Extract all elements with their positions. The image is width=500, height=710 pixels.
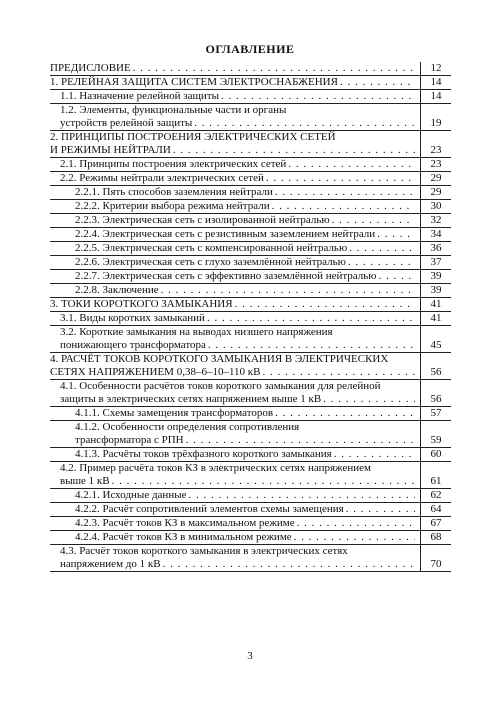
toc-entry-title: 4.2.1. Исходные данные xyxy=(75,489,187,501)
toc-entry[interactable] xyxy=(50,104,451,131)
toc-entry-page: 67 xyxy=(420,517,451,530)
toc-entry-page: 14 xyxy=(420,76,451,89)
leader-dots xyxy=(379,270,415,283)
toc-entry-title: И РЕЖИМЫ НЕЙТРАЛИ xyxy=(50,144,171,156)
toc-entry-page: 37 xyxy=(420,256,451,269)
leader-dots xyxy=(221,90,415,103)
toc-entry-title: 4.1.3. Расчёты токов трёхфазного короткого замыкания xyxy=(75,448,332,460)
toc-entry[interactable] xyxy=(50,353,451,380)
toc-entry-title: 4.2.2. Расчёт сопротивлений элементов схемы замещения xyxy=(75,503,344,515)
toc-entry[interactable] xyxy=(50,200,451,214)
toc-entry-page: 36 xyxy=(420,242,451,255)
toc-entry[interactable] xyxy=(50,131,451,158)
toc-entry[interactable] xyxy=(50,421,451,448)
toc-entry[interactable] xyxy=(50,158,451,172)
leader-dots xyxy=(173,144,415,157)
leader-dots xyxy=(334,448,415,461)
leader-dots xyxy=(163,558,415,571)
toc-entry-page: 23 xyxy=(420,158,451,171)
toc-entry-title: устройств релейной защиты xyxy=(60,117,193,129)
toc-entry[interactable] xyxy=(50,186,451,200)
toc-entry-page: 61 xyxy=(420,462,451,488)
leader-dots xyxy=(208,339,415,352)
toc-entry-title: 4.1.1. Схемы замещения трансформаторов xyxy=(75,407,274,419)
toc-entry-title: 4.1. Особенности расчётов токов короткого замыкания для релейной xyxy=(60,380,381,392)
leader-dots xyxy=(349,242,415,255)
toc-entry-page: 60 xyxy=(420,448,451,461)
toc-entry-title: 2. ПРИНЦИПЫ ПОСТРОЕНИЯ ЭЛЕКТРИЧЕСКИХ СЕТЕЙ xyxy=(50,131,336,143)
toc-entry-title: 1. РЕЛЕЙНАЯ ЗАЩИТА СИСТЕМ ЭЛЕКТРОСНАБЖЕНИЯ xyxy=(50,76,338,88)
toc-entry[interactable] xyxy=(50,312,451,326)
toc-entry-title: 3.1. Виды коротких замыканий xyxy=(60,312,205,324)
leader-dots xyxy=(275,186,415,199)
toc-entry-page: 41 xyxy=(420,312,451,325)
toc-entry-title: 2.2.5. Электрическая сеть с компенсированной нейтралью xyxy=(75,242,348,254)
toc-entry-title: 2.2.8. Заключение xyxy=(75,284,159,296)
toc-entry-page: 45 xyxy=(420,326,451,352)
leader-dots xyxy=(297,517,415,530)
leader-dots xyxy=(133,62,415,75)
toc-entry-title: напряжением до 1 кВ xyxy=(60,558,161,570)
toc-entry[interactable] xyxy=(50,172,451,186)
toc-entry-title: 4.1.2. Особенности определения сопротивления xyxy=(75,421,300,433)
leader-dots xyxy=(332,214,415,227)
toc-entry-page: 30 xyxy=(420,200,451,213)
toc-entry-title: 4.2. Пример расчёта токов КЗ в электрических сетях напряжением xyxy=(60,462,372,474)
toc-entry-page: 56 xyxy=(420,380,451,406)
toc-entry-page: 68 xyxy=(420,531,451,544)
toc-entry-title: 2.2.3. Электрическая сеть с изолированной нейтралью xyxy=(75,214,330,226)
toc-entry-title: защиты в электрических сетях напряжением выше 1 кВ xyxy=(60,393,322,405)
toc-entry-title: 2.2.2. Критерии выбора режима нейтрали xyxy=(75,200,270,212)
toc-entry[interactable] xyxy=(50,503,451,517)
leader-dots xyxy=(340,76,415,89)
leader-dots xyxy=(346,503,415,516)
toc-entry[interactable] xyxy=(50,242,451,256)
toc-entry[interactable] xyxy=(50,448,451,462)
toc-entry-title: 4. РАСЧЁТ ТОКОВ КОРОТКОГО ЗАМЫКАНИЯ В ЭЛЕКТРИЧЕСКИХ xyxy=(50,353,389,365)
leader-dots xyxy=(323,393,415,406)
leader-dots xyxy=(272,200,415,213)
toc-entry-title: 1.1. Назначение релейной защиты xyxy=(60,90,220,102)
toc-entry-page: 19 xyxy=(420,104,451,130)
toc-entry-title: трансформатора с РПН xyxy=(75,434,184,446)
toc-entry-title: 2.2.1. Пять способов заземления нейтрали xyxy=(75,186,273,198)
toc-entry-title: 1.2. Элементы, функциональные части и органы xyxy=(60,104,287,116)
toc-entry-page: 57 xyxy=(420,407,451,420)
toc-entry[interactable] xyxy=(50,228,451,242)
toc-entry[interactable] xyxy=(50,407,451,421)
toc-entry-title: 3.2. Короткие замыкания на выводах низшего напряжения xyxy=(60,326,333,338)
leader-dots xyxy=(275,407,415,420)
toc-entry-title: ПРЕДИСЛОВИЕ xyxy=(50,62,131,74)
leader-dots xyxy=(348,256,415,269)
toc-entry-title: 3. ТОКИ КОРОТКОГО ЗАМЫКАНИЯ xyxy=(50,298,233,310)
toc-entry[interactable] xyxy=(50,62,451,76)
toc-entry-title: 2.1. Принципы построения электрических сетей xyxy=(60,158,287,170)
leader-dots xyxy=(288,158,415,171)
toc-entry-title: понижающего трансформатора xyxy=(60,339,206,351)
table-of-contents xyxy=(50,62,451,572)
toc-entry-page: 34 xyxy=(420,228,451,241)
leader-dots xyxy=(266,172,415,185)
leader-dots xyxy=(207,312,415,325)
leader-dots xyxy=(377,228,415,241)
toc-entry-title: 2.2. Режимы нейтрали электрических сетей xyxy=(60,172,264,184)
leader-dots xyxy=(188,489,415,502)
toc-entry[interactable] xyxy=(50,489,451,503)
toc-entry-title: СЕТЯХ НАПРЯЖЕНИЕМ 0,38–6–10–110 кВ xyxy=(50,366,261,378)
toc-entry[interactable] xyxy=(50,284,451,298)
toc-entry[interactable] xyxy=(50,76,451,90)
toc-entry-page: 39 xyxy=(420,284,451,297)
toc-entry[interactable] xyxy=(50,531,451,545)
toc-entry[interactable] xyxy=(50,462,451,489)
toc-entry-page: 32 xyxy=(420,214,451,227)
toc-entry-page: 29 xyxy=(420,186,451,199)
toc-entry[interactable] xyxy=(50,545,451,572)
leader-dots xyxy=(262,366,415,379)
toc-entry-page: 64 xyxy=(420,503,451,516)
leader-dots xyxy=(294,531,415,544)
toc-entry-title: 2.2.7. Электрическая сеть с эффективно заземлённой нейтралью xyxy=(75,270,377,282)
page-number: 3 xyxy=(247,650,253,662)
toc-entry[interactable] xyxy=(50,298,451,312)
toc-entry-page: 62 xyxy=(420,489,451,502)
toc-entry-page: 70 xyxy=(420,545,451,571)
leader-dots xyxy=(194,117,415,130)
toc-entry[interactable] xyxy=(50,214,451,228)
leader-dots xyxy=(235,298,415,311)
toc-entry[interactable] xyxy=(50,326,451,353)
toc-entry-page: 56 xyxy=(420,353,451,379)
toc-entry[interactable] xyxy=(50,270,451,284)
toc-entry-page: 29 xyxy=(420,172,451,185)
toc-entry-title: 4.3. Расчёт токов короткого замыкания в электрических сетях xyxy=(60,545,348,557)
toc-entry-page: 12 xyxy=(420,62,451,75)
toc-entry-page: 39 xyxy=(420,270,451,283)
toc-title: ОГЛАВЛЕНИЕ xyxy=(205,42,295,56)
toc-entry-page: 41 xyxy=(420,298,451,311)
toc-entry-title: 2.2.6. Электрическая сеть с глухо заземлённой нейтралью xyxy=(75,256,346,268)
leader-dots xyxy=(112,475,415,488)
toc-entry[interactable] xyxy=(50,380,451,407)
leader-dots xyxy=(161,284,415,297)
toc-entry-page: 14 xyxy=(420,90,451,103)
leader-dots xyxy=(186,434,415,447)
toc-entry[interactable] xyxy=(50,256,451,270)
toc-entry-page: 23 xyxy=(420,131,451,157)
toc-entry-title: 4.2.4. Расчёт токов КЗ в минимальном режиме xyxy=(75,531,292,543)
toc-entry-title: выше 1 кВ xyxy=(60,475,110,487)
toc-entry[interactable] xyxy=(50,517,451,531)
toc-entry-title: 4.2.3. Расчёт токов КЗ в максимальном режиме xyxy=(75,517,295,529)
toc-entry-page: 59 xyxy=(420,421,451,447)
toc-entry-title: 2.2.4. Электрическая сеть с резистивным заземлением нейтрали xyxy=(75,228,376,240)
toc-entry[interactable] xyxy=(50,90,451,104)
